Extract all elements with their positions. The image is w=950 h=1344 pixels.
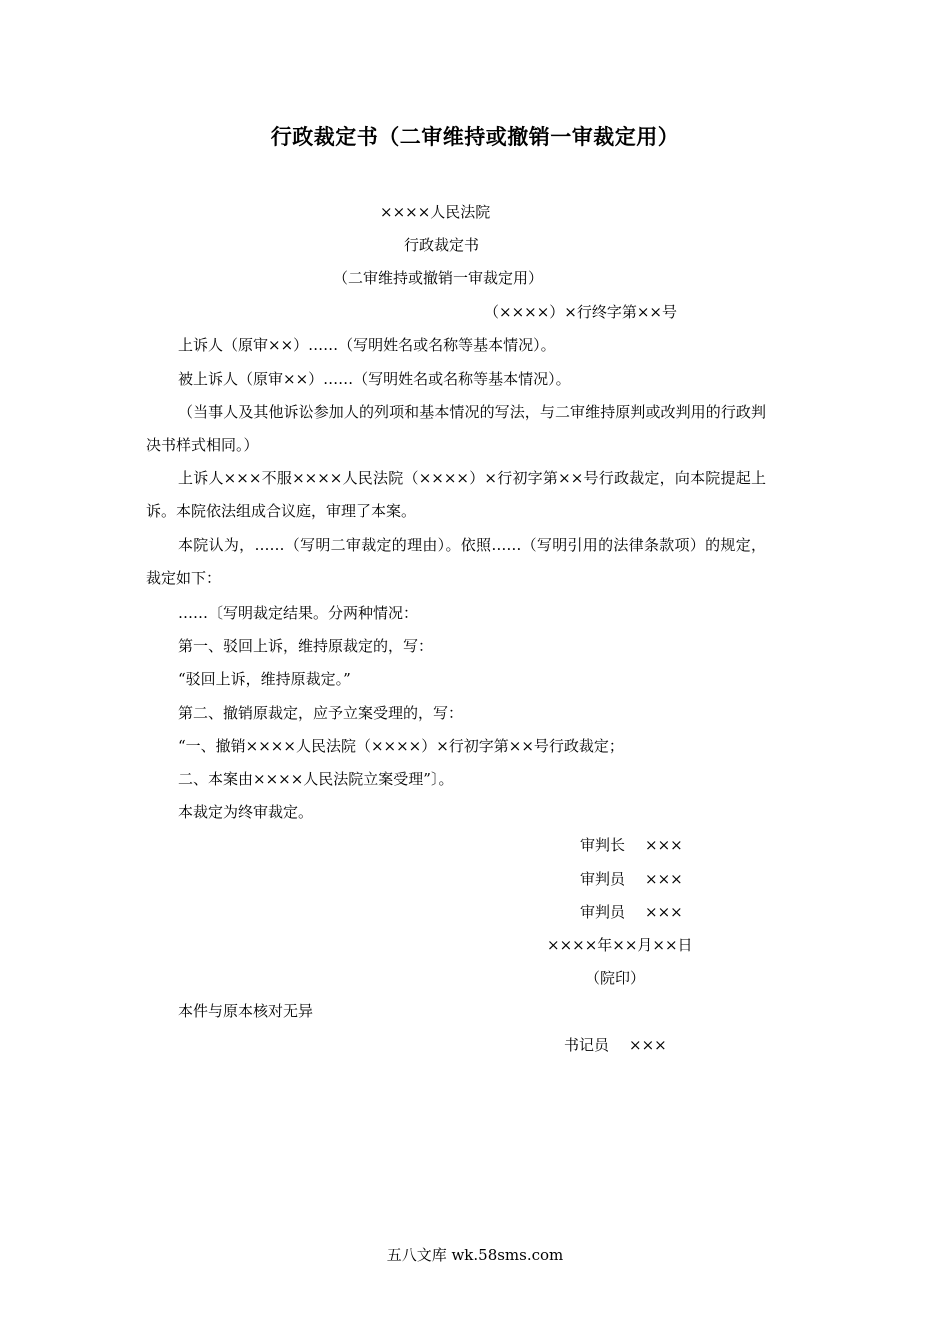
verification-line: 本件与原本核对无异 <box>178 1002 314 1020</box>
signature-presiding-judge <box>580 835 683 855</box>
clerk-name: ××× <box>629 1036 667 1054</box>
facts-paragraph: 上诉人×××不服××××人民法院（××××）×行初字第××号行政裁定，向本院提起上诉。本院依法组成合议庭，审理了本案。 <box>146 469 766 520</box>
signature-role: 审判长 <box>580 836 626 854</box>
document-date: ××××年××月××日 <box>547 936 693 954</box>
case2-text1: “一、撤销××××人民法院（××××）×行初字第××号行政裁定； <box>178 737 624 755</box>
note-paragraph: （当事人及其他诉讼参加人的列项和基本情况的写法，与二审维持原判或改判用的行政判决书样式相同。） <box>146 403 766 454</box>
finality-line: 本裁定为终审裁定。 <box>178 803 314 821</box>
case2-text2: 二、本案由××××人民法院立案受理”〕。 <box>178 770 454 788</box>
signature-name: ××× <box>645 836 683 854</box>
case2-label: 第二、撤销原裁定，应予立案受理的，写： <box>178 704 464 722</box>
case-number: （××××）×行终字第××号 <box>484 303 677 321</box>
result-intro: ……〔写明裁定结果。分两种情况： <box>178 604 419 622</box>
document-title: 行政裁定书（二审维持或撤销一审裁定用） <box>270 124 680 149</box>
doc-subtitle: （二审维持或撤销一审裁定用） <box>333 269 544 287</box>
signature-judge-2 <box>580 902 683 922</box>
clerk-role: 书记员 <box>564 1036 610 1054</box>
signature-role: 审判员 <box>580 903 626 921</box>
court-name: ××××人民法院 <box>380 203 491 221</box>
signature-name: ××× <box>645 870 683 888</box>
doc-type: 行政裁定书 <box>404 236 480 254</box>
reasoning-paragraph: 本院认为，……（写明二审裁定的理由）。依照……（写明引用的法律条款项）的规定，裁定如下： <box>146 536 766 587</box>
court-seal: （院印） <box>585 969 646 987</box>
signature-judge-1 <box>580 869 683 889</box>
case1-label: 第一、驳回上诉，维持原裁定的，写： <box>178 637 434 655</box>
signature-role: 审判员 <box>580 870 626 888</box>
clerk-signature <box>564 1035 667 1055</box>
case1-text: “驳回上诉，维持原裁定。” <box>178 670 351 688</box>
footer-watermark: 五八文库 wk.58sms.com <box>386 1246 564 1264</box>
signature-name: ××× <box>645 903 683 921</box>
appellee-line: 被上诉人（原审××）……（写明姓名或名称等基本情况）。 <box>178 370 571 388</box>
appellant-line: 上诉人（原审××）……（写明姓名或名称等基本情况）。 <box>178 336 556 354</box>
